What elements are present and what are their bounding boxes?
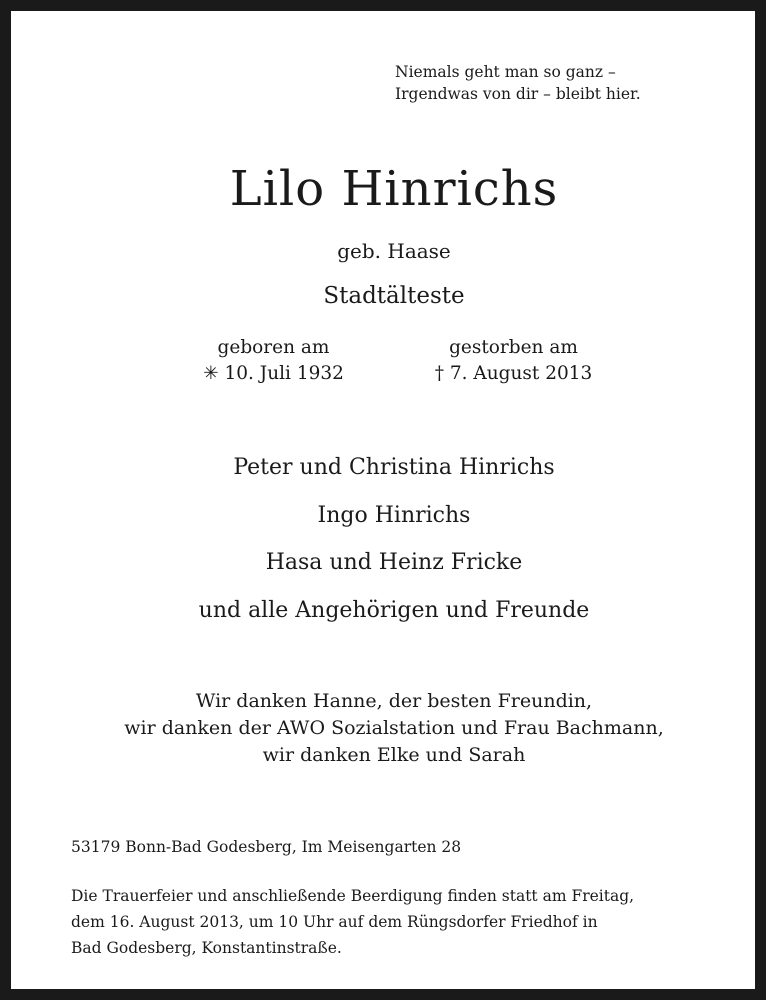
thanks-line: wir danken der AWO Sozialstation und Frau Bachmann, (124, 717, 664, 739)
thanks-line: Wir danken Hanne, der besten Freundin, (195, 690, 593, 712)
death-label: gestorben am (449, 337, 578, 358)
mourner-entry: und alle Angehörigen und Freunde (198, 597, 590, 623)
ceremony-line: Bad Godesberg, Konstantinstraße. (71, 939, 342, 957)
address-line: 53179 Bonn-Bad Godesberg, Im Meisengarten 28 (71, 838, 462, 856)
motto-line: Niemals geht man so ganz – (395, 63, 616, 81)
motto-verse (395, 61, 641, 105)
birth-label: geboren am (217, 337, 330, 358)
death-date: † 7. August 2013 (434, 363, 593, 384)
death-date-block (401, 335, 626, 387)
ceremony-line: dem 16. August 2013, um 10 Uhr auf dem Rüngsdorfer Friedhof in (71, 913, 598, 931)
maiden-name: geb. Haase (337, 239, 451, 263)
mourner-entry: Peter und Christina Hinrichs (233, 455, 555, 480)
thanks-line: wir danken Elke und Sarah (262, 744, 526, 766)
honorary-title: Stadtälteste (323, 283, 465, 309)
deceased-name: Lilo Hinrichs (229, 161, 559, 217)
motto-line: Irgendwas von dir – bleibt hier. (395, 85, 641, 103)
birth-date: ✳ 10. Juli 1932 (203, 363, 344, 384)
birth-date-block (161, 335, 386, 387)
mourners-list (11, 449, 766, 639)
mourner-entry: Ingo Hinrichs (317, 502, 471, 528)
thanks-block (11, 688, 766, 769)
mourner-entry: Hasa und Heinz Fricke (265, 550, 523, 575)
ceremony-info (71, 883, 634, 961)
ceremony-line: Die Trauerfeier und anschließende Beerdigung finden statt am Freitag, (71, 887, 635, 905)
